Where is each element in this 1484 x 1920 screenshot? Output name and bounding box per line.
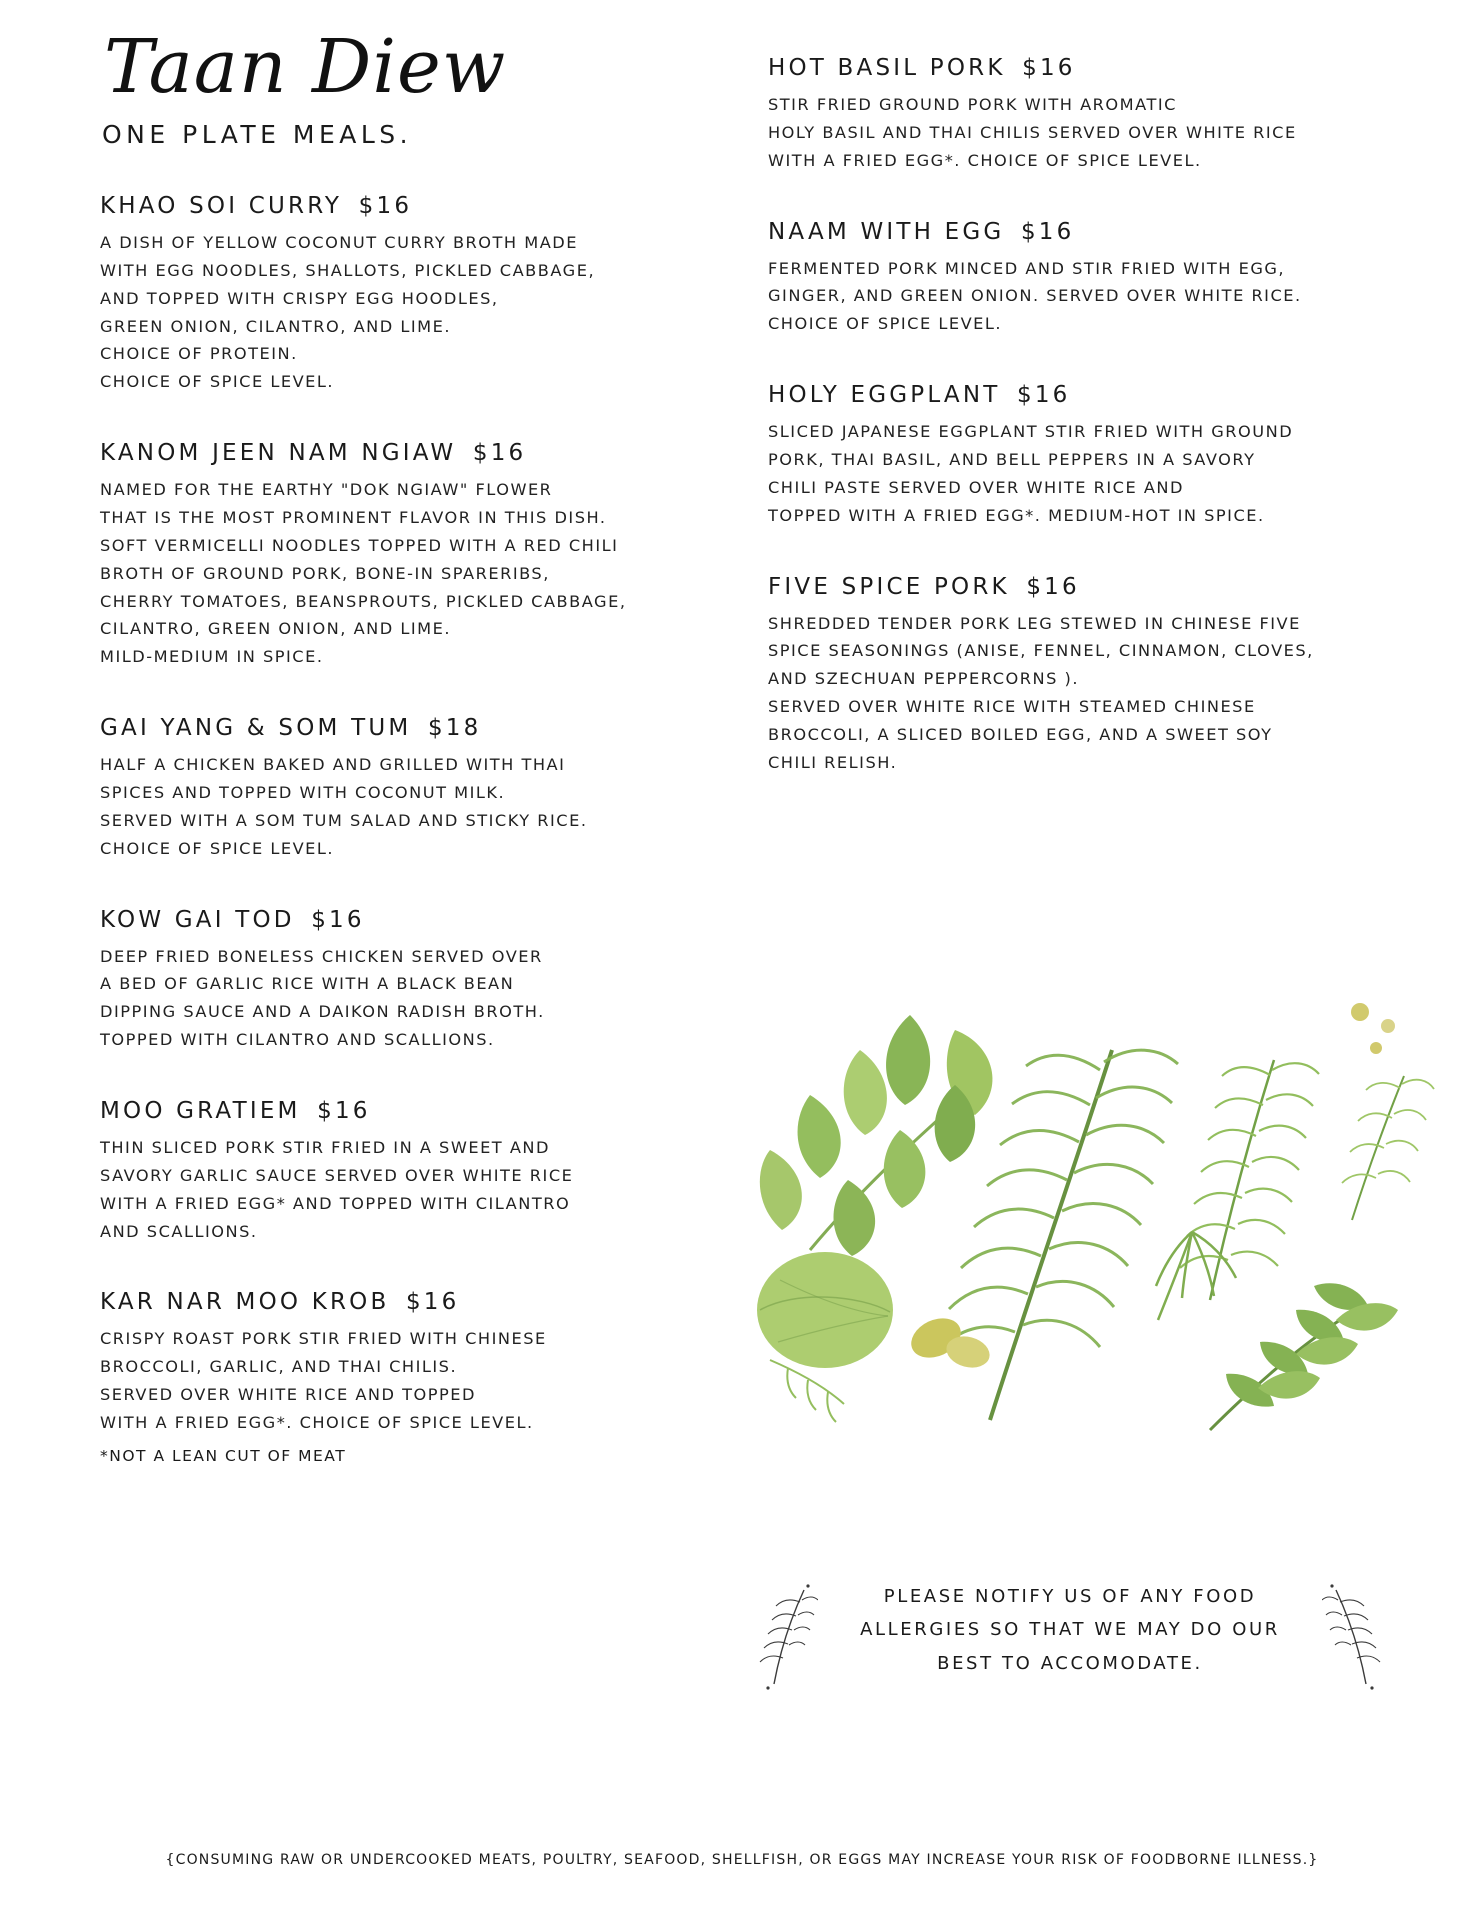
menu-item-description: SHREDDED TENDER PORK LEG STEWED IN CHINESE FIVE SPICE SEASONINGS (ANISE, FENNEL, CINNAMON, CLOVES, AND SZECHUAN PEPPERCORNS ). SERVED OVER WHITE RICE WITH STEAMED CHINESE BROCCOLI, A SLICED BOILED EGG, AND A SWEET SOY CHILI RELISH. — [768, 613, 1314, 772]
menu-item-heading — [100, 440, 720, 466]
lean-cut-footnote: *NOT A LEAN CUT OF MEAT — [100, 1446, 347, 1465]
sprig-left-icon — [758, 1582, 818, 1692]
menu-item-heading — [768, 574, 1408, 600]
menu-item — [100, 1289, 720, 1436]
right-column — [768, 55, 1408, 777]
menu-item — [768, 574, 1408, 777]
menu-item-description: CRISPY ROAST PORK STIR FRIED WITH CHINESE BROCCOLI, GARLIC, AND THAI CHILIS. SERVED OVER WHITE RICE AND TOPPED WITH A FRIED EGG*. CHOICE OF SPICE LEVEL. — [100, 1329, 547, 1433]
menu-item-name: KANOM JEEN NAM NGIAW — [100, 440, 457, 467]
menu-item — [768, 219, 1408, 339]
menu-item-name: MOO GRATIEM — [100, 1098, 301, 1125]
menu-item-description: SLICED JAPANESE EGGPLANT STIR FRIED WITH GROUND PORK, THAI BASIL, AND BELL PEPPERS IN A SAVORY CHILI PASTE SERVED OVER WHITE RICE AND TOPPED WITH A FRIED EGG*. MEDIUM-HOT IN SPICE. — [768, 422, 1294, 525]
menu-item-heading — [768, 382, 1408, 408]
menu-item-price: $16 — [1022, 55, 1076, 81]
menu-item-description: HALF A CHICKEN BAKED AND GRILLED WITH THAI SPICES AND TOPPED WITH COCONUT MILK. SERVED WITH A SOM TUM SALAD AND STICKY RICE. CHOICE OF SPICE LEVEL. — [100, 755, 588, 858]
menu-item-heading — [100, 715, 720, 741]
foodborne-illness-disclaimer: {CONSUMING RAW OR UNDERCOOKED MEATS, POULTRY, SEAFOOD, SHELLFISH, OR EGGS MAY INCREASE YOUR RISK OF FOODBORNE ILLNESS.} — [165, 1852, 1319, 1868]
menu-item-description: FERMENTED PORK MINCED AND STIR FRIED WITH EGG, GINGER, AND GREEN ONION. SERVED OVER WHITE RICE. CHOICE OF SPICE LEVEL. — [768, 258, 1302, 334]
botanical-illustration — [740, 990, 1440, 1450]
menu-item-name: HOT BASIL PORK — [768, 55, 1006, 81]
menu-item-heading — [100, 193, 720, 219]
menu-item-description: STIR FRIED GROUND PORK WITH AROMATIC HOLY BASIL AND THAI CHILIS SERVED OVER WHITE RICE WITH A FRIED EGG*. CHOICE OF SPICE LEVEL. — [768, 95, 1297, 170]
menu-item-price: $16 — [1017, 382, 1071, 409]
menu-item — [100, 193, 720, 396]
menu-item-price: $16 — [472, 440, 527, 467]
left-column — [100, 24, 720, 1465]
menu-item-heading — [768, 55, 1408, 81]
menu-item-name: GAI YANG & SOM TUM — [100, 715, 412, 742]
menu-item-price: $16 — [311, 906, 365, 933]
menu-item-price: $16 — [1026, 573, 1080, 600]
menu-item-name: FIVE SPICE PORK — [768, 573, 1010, 600]
menu-item-price: $18 — [427, 715, 482, 742]
menu-item-heading — [100, 907, 720, 933]
menu-item-heading — [100, 1098, 720, 1124]
menu-item-description: NAMED FOR THE EARTHY "DOK NGIAW" FLOWER THAT IS THE MOST PROMINENT FLAVOR IN THIS DISH. SOFT VERMICELLI NOODLES TOPPED WITH A RED CHILI BROTH OF GROUND PORK, BONE-IN SPARERIBS, CHERRY TOMATOES, BEANSPROUTS, PICKLED CABBAGE, CILANTRO, GREEN ONION, AND LIME. MILD-MEDIUM IN SPICE. — [100, 480, 627, 667]
menu-item-price: $16 — [317, 1098, 371, 1125]
menu-item-heading — [768, 219, 1408, 245]
menu-item — [100, 715, 720, 862]
menu-item — [768, 55, 1408, 175]
menu-item-name: KOW GAI TOD — [100, 906, 295, 933]
menu-item-price: $16 — [358, 193, 413, 219]
leaves-watercolor-icon — [740, 990, 1440, 1450]
menu-item-name: HOLY EGGPLANT — [768, 382, 1001, 409]
menu-item-description: DEEP FRIED BONELESS CHICKEN SERVED OVER A BED OF GARLIC RICE WITH A BLACK BEAN DIPPING SAUCE AND A DAIKON RADISH BROTH. TOPPED WITH CILANTRO AND SCALLIONS. — [100, 946, 545, 1050]
allergy-text: PLEASE NOTIFY US OF ANY FOOD ALLERGIES SO THAT WE MAY DO OUR BEST TO ACCOMODATE. — [860, 1586, 1280, 1674]
restaurant-name: Taan Diew — [104, 24, 507, 110]
menu-item-name: KAR NAR MOO KROB — [100, 1289, 390, 1316]
menu-item-name: KHAO SOI CURRY — [100, 193, 343, 219]
menu-item-description: THIN SLICED PORK STIR FRIED IN A SWEET AND SAVORY GARLIC SAUCE SERVED OVER WHITE RICE WITH A FRIED EGG* AND TOPPED WITH CILANTRO AND SCALLIONS. — [100, 1138, 574, 1241]
menu-subtitle: ONE PLATE MEALS. — [102, 120, 413, 149]
menu-item-description: A DISH OF YELLOW COCONUT CURRY BROTH MADE WITH EGG NOODLES, SHALLOTS, PICKLED CABBAGE, AND TOPPED WITH CRISPY EGG HOODLES, GREEN ONION, CILANTRO, AND LIME. CHOICE OF PROTEIN. CHOICE OF SPICE LEVEL. — [100, 233, 596, 392]
menu-item-name: NAAM WITH EGG — [768, 218, 1005, 245]
menu-item-price: $16 — [1020, 218, 1075, 245]
menu-item — [100, 907, 720, 1054]
menu-item — [100, 440, 720, 671]
allergy-notice — [770, 1580, 1370, 1680]
sprig-right-icon — [1322, 1582, 1382, 1692]
menu-item — [768, 382, 1408, 529]
menu-item-price: $16 — [405, 1289, 460, 1316]
menu-item-heading — [100, 1289, 720, 1315]
menu-item — [100, 1098, 720, 1245]
